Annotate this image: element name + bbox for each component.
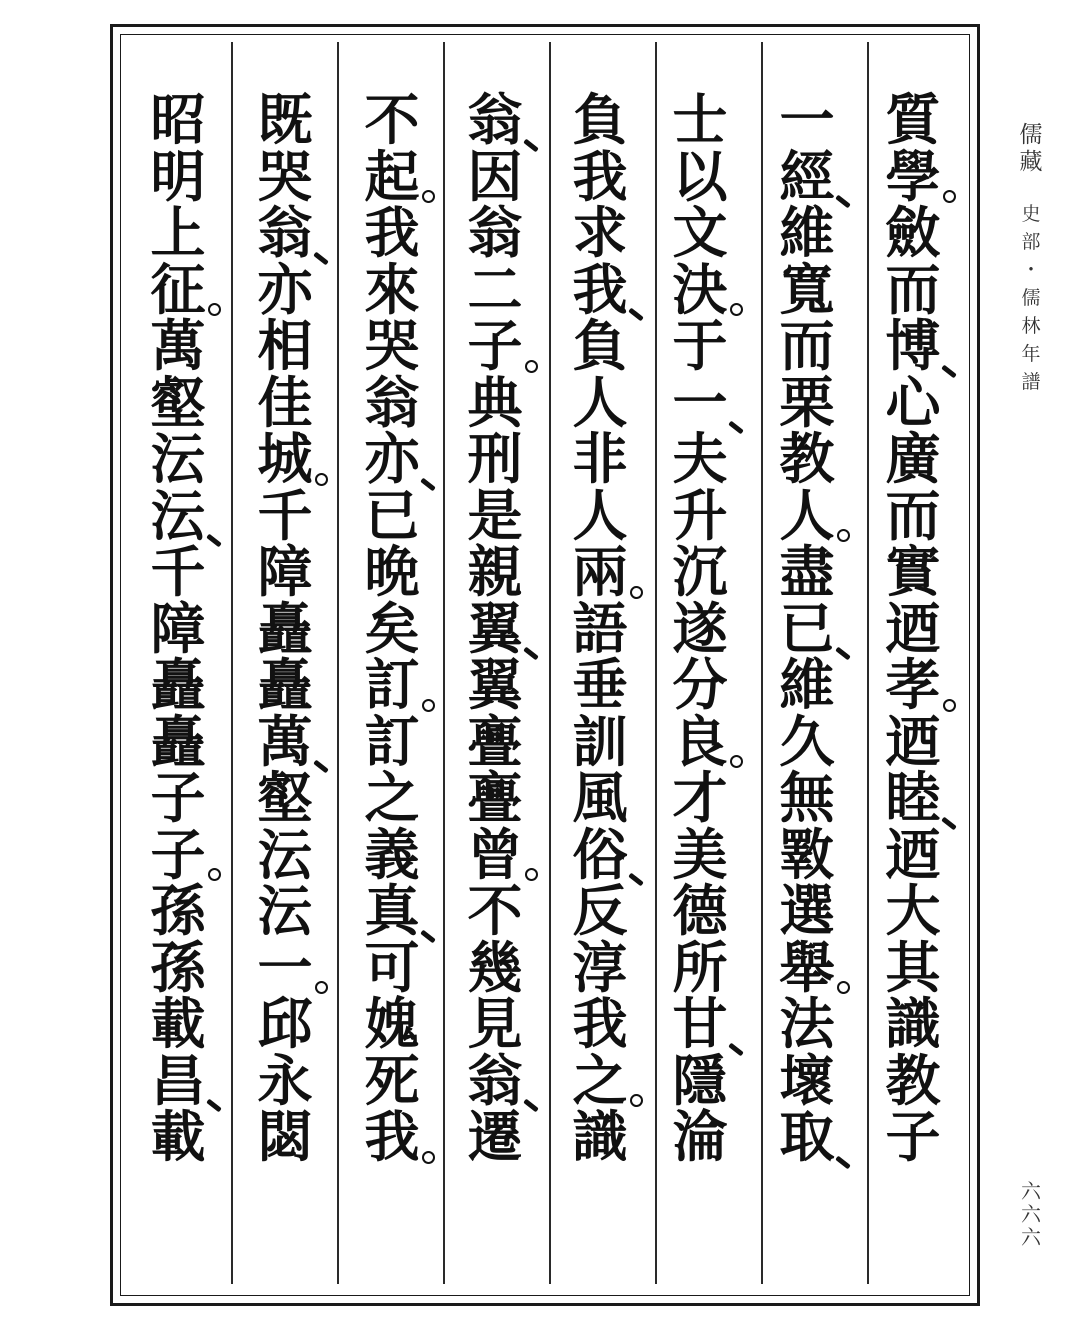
text-glyph: 人 (572, 369, 628, 435)
text-glyph: 兩 (565, 544, 635, 601)
text-glyph: 孫 (150, 934, 206, 1000)
text-glyph: 征 (143, 262, 213, 319)
text-glyph: 心 (885, 369, 941, 435)
text-glyph: 障 (257, 539, 313, 604)
text-glyph: 垂 (572, 652, 628, 717)
text-glyph: 我 (364, 200, 420, 265)
text-glyph: 壑 (150, 369, 206, 435)
column-rule (443, 42, 445, 1284)
text-glyph: 士 (672, 87, 728, 152)
text-glyph: 教 (779, 426, 835, 491)
text-glyph: 已 (772, 601, 842, 658)
text-glyph: 舉 (772, 940, 842, 997)
text-glyph: 佳 (257, 369, 313, 435)
text-glyph: 亹 (467, 708, 523, 774)
text-glyph: 亦 (257, 256, 313, 322)
text-glyph: 負 (572, 87, 628, 152)
text-glyph: 亦 (357, 431, 427, 488)
punctuation-circle (208, 303, 221, 316)
text-glyph: 千 (257, 482, 313, 548)
text-glyph: 其 (885, 934, 941, 1000)
text-glyph: 淪 (672, 1104, 728, 1169)
text-glyph: 翼 (460, 601, 530, 658)
text-glyph: 人 (772, 488, 842, 545)
text-glyph: 千 (150, 539, 206, 604)
text-glyph: 以 (672, 143, 728, 209)
text-glyph: 選 (779, 878, 835, 943)
text-glyph: 質 (885, 87, 941, 152)
text-glyph: 矗 (257, 652, 313, 717)
text-glyph: 識 (885, 991, 941, 1056)
text-column (352, 87, 432, 1292)
text-glyph: 翁 (460, 1053, 530, 1110)
text-glyph: 載 (150, 1104, 206, 1169)
text-glyph: 壑 (257, 765, 313, 830)
text-glyph: 孫 (150, 878, 206, 943)
punctuation-circle (422, 699, 435, 712)
text-glyph: 維 (779, 652, 835, 717)
text-glyph: 之 (364, 765, 420, 830)
side-glyph: 部 (1021, 231, 1041, 253)
text-glyph: 子 (150, 765, 206, 830)
text-glyph: 教 (885, 1047, 941, 1113)
text-glyph: 之 (565, 1053, 635, 1110)
text-glyph: 已 (364, 482, 420, 548)
text-glyph: 是 (467, 482, 523, 548)
text-glyph: 升 (672, 482, 728, 548)
text-column (245, 87, 325, 1292)
text-glyph: 矗 (150, 708, 206, 774)
side-glyph: 六 (1021, 1225, 1041, 1249)
text-glyph: 我 (572, 991, 628, 1056)
text-glyph: 識 (572, 1104, 628, 1169)
text-glyph: 寬 (779, 256, 835, 322)
text-glyph: 障 (150, 595, 206, 661)
text-glyph: 訓 (572, 708, 628, 774)
text-glyph: 永 (257, 1047, 313, 1113)
punctuation-circle (208, 868, 221, 881)
side-glyph: 儒 (1021, 287, 1041, 309)
text-glyph: 迺 (885, 708, 941, 774)
text-glyph: 迺 (885, 821, 941, 887)
text-glyph: 二 (467, 256, 523, 322)
text-glyph: 一 (250, 940, 320, 997)
punctuation-circle (422, 1151, 435, 1164)
side-glyph: 林 (1021, 315, 1041, 337)
text-glyph: 相 (257, 313, 313, 378)
text-glyph: 迺 (885, 595, 941, 661)
text-glyph: 栗 (779, 369, 835, 435)
text-glyph: 載 (150, 991, 206, 1056)
punctuation-circle (943, 699, 956, 712)
text-glyph: 沄 (257, 878, 313, 943)
text-glyph: 昌 (143, 1053, 213, 1110)
column-rule (655, 42, 657, 1284)
text-glyph: 萬 (250, 714, 320, 771)
text-glyph: 久 (779, 708, 835, 774)
text-glyph: 子 (460, 318, 530, 375)
text-glyph: 斂 (885, 200, 941, 265)
text-glyph: 一 (779, 87, 835, 152)
text-glyph: 于 (672, 313, 728, 378)
text-glyph: 我 (357, 1109, 427, 1166)
punctuation-circle (422, 190, 435, 203)
column-rule (761, 42, 763, 1284)
punctuation-circle (525, 868, 538, 881)
text-glyph: 起 (357, 149, 427, 206)
side-glyph: ・ (1021, 259, 1041, 281)
text-glyph: 因 (467, 143, 523, 209)
text-glyph: 無 (779, 765, 835, 830)
text-glyph: 城 (250, 431, 320, 488)
side-glyph: 六 (1021, 1179, 1041, 1203)
column-rule (337, 42, 339, 1284)
text-glyph: 真 (357, 883, 427, 940)
side-glyph: 年 (1021, 343, 1041, 365)
text-column (560, 87, 640, 1292)
text-glyph: 我 (565, 262, 635, 319)
text-glyph: 子 (885, 1104, 941, 1169)
text-glyph: 矗 (150, 652, 206, 717)
text-glyph: 翁 (364, 369, 420, 435)
text-glyph: 邱 (257, 991, 313, 1056)
text-glyph: 實 (885, 539, 941, 604)
text-glyph: 矣 (364, 595, 420, 661)
column-rule (549, 42, 551, 1284)
text-glyph: 風 (572, 765, 628, 830)
text-glyph: 甘 (665, 996, 735, 1053)
text-glyph: 可 (364, 934, 420, 1000)
text-glyph: 所 (672, 934, 728, 1000)
text-glyph: 來 (364, 256, 420, 322)
text-glyph: 遂 (672, 595, 728, 661)
text-column (873, 87, 953, 1292)
text-glyph: 曾 (460, 827, 530, 884)
text-glyph: 媿 (364, 991, 420, 1056)
text-glyph: 訂 (357, 657, 427, 714)
text-glyph: 一 (665, 375, 735, 432)
text-glyph: 既 (257, 87, 313, 152)
text-glyph: 語 (572, 595, 628, 661)
text-glyph: 遷 (467, 1104, 523, 1169)
text-glyph: 分 (672, 652, 728, 717)
punctuation-circle (630, 586, 643, 599)
text-glyph: 翁 (460, 92, 530, 149)
text-glyph: 廣 (885, 426, 941, 491)
text-glyph: 斁 (779, 821, 835, 887)
text-glyph: 閟 (257, 1104, 313, 1169)
side-glyph: 史 (1021, 203, 1041, 225)
text-glyph: 而 (779, 313, 835, 378)
text-glyph: 不 (364, 87, 420, 152)
section-title-vertical (1021, 200, 1040, 396)
text-glyph: 沄 (150, 426, 206, 491)
text-glyph: 沄 (143, 488, 213, 545)
column-rule (867, 42, 869, 1284)
text-glyph: 上 (150, 200, 206, 265)
text-glyph: 夫 (672, 426, 728, 491)
text-glyph: 良 (665, 714, 735, 771)
text-glyph: 明 (150, 143, 206, 209)
text-glyph: 經 (772, 149, 842, 206)
side-glyph: 六 (1021, 1202, 1041, 1226)
text-glyph: 死 (364, 1047, 420, 1113)
punctuation-circle (315, 981, 328, 994)
text-glyph: 大 (885, 878, 941, 943)
side-glyph: 譜 (1021, 371, 1041, 393)
text-glyph: 典 (467, 369, 523, 435)
text-glyph: 矗 (257, 595, 313, 661)
text-glyph: 子 (143, 827, 213, 884)
text-column (455, 87, 535, 1292)
text-glyph: 沉 (672, 539, 728, 604)
text-glyph: 義 (364, 821, 420, 887)
text-glyph: 決 (665, 262, 735, 319)
text-column (138, 87, 218, 1292)
text-glyph: 訂 (364, 708, 420, 774)
text-glyph: 翼 (467, 652, 523, 717)
text-glyph: 非 (572, 426, 628, 491)
text-glyph: 見 (467, 991, 523, 1056)
text-glyph: 翁 (250, 205, 320, 262)
page-number-vertical (1021, 1180, 1041, 1249)
text-glyph: 萬 (150, 313, 206, 378)
punctuation-circle (730, 303, 743, 316)
punctuation-circle (525, 360, 538, 373)
punctuation-circle (837, 981, 850, 994)
text-glyph: 壞 (779, 1047, 835, 1113)
text-glyph: 負 (572, 313, 628, 378)
collection-title-vertical (1020, 122, 1043, 176)
running-header (1013, 122, 1049, 396)
text-glyph: 德 (672, 878, 728, 943)
punctuation-circle (837, 529, 850, 542)
text-glyph: 求 (572, 200, 628, 265)
text-glyph: 博 (878, 318, 948, 375)
text-glyph: 沄 (257, 821, 313, 887)
text-glyph: 而 (885, 482, 941, 548)
column-rule (231, 42, 233, 1284)
text-glyph: 反 (572, 878, 628, 943)
punctuation-circle (315, 473, 328, 486)
text-glyph: 淳 (572, 934, 628, 1000)
text-glyph: 哭 (364, 313, 420, 378)
text-glyph: 昭 (150, 87, 206, 152)
page-number (1016, 1180, 1046, 1249)
text-glyph: 法 (779, 991, 835, 1056)
text-glyph: 親 (467, 539, 523, 604)
text-glyph: 人 (572, 482, 628, 548)
text-glyph: 翁 (467, 200, 523, 265)
text-glyph: 維 (779, 200, 835, 265)
text-glyph: 亹 (467, 765, 523, 830)
text-glyph: 取 (772, 1109, 842, 1166)
text-glyph: 睦 (878, 770, 948, 827)
text-glyph: 我 (572, 143, 628, 209)
text-glyph: 幾 (467, 934, 523, 1000)
text-glyph: 俗 (565, 827, 635, 884)
text-glyph: 晩 (364, 539, 420, 604)
punctuation-circle (630, 1094, 643, 1107)
side-glyph: 藏 (1019, 149, 1043, 175)
text-glyph: 不 (467, 878, 523, 943)
text-glyph: 才 (672, 765, 728, 830)
text-glyph: 學 (878, 149, 948, 206)
text-glyph: 隱 (672, 1047, 728, 1113)
punctuation-circle (943, 190, 956, 203)
text-column (767, 87, 847, 1292)
text-glyph: 文 (672, 200, 728, 265)
side-glyph: 儒 (1019, 122, 1043, 148)
text-glyph: 孝 (878, 657, 948, 714)
text-glyph: 盡 (779, 539, 835, 604)
text-column (660, 87, 740, 1292)
text-glyph: 哭 (257, 143, 313, 209)
text-glyph: 刑 (467, 426, 523, 491)
punctuation-circle (730, 755, 743, 768)
text-glyph: 而 (885, 256, 941, 322)
text-glyph: 美 (672, 821, 728, 887)
